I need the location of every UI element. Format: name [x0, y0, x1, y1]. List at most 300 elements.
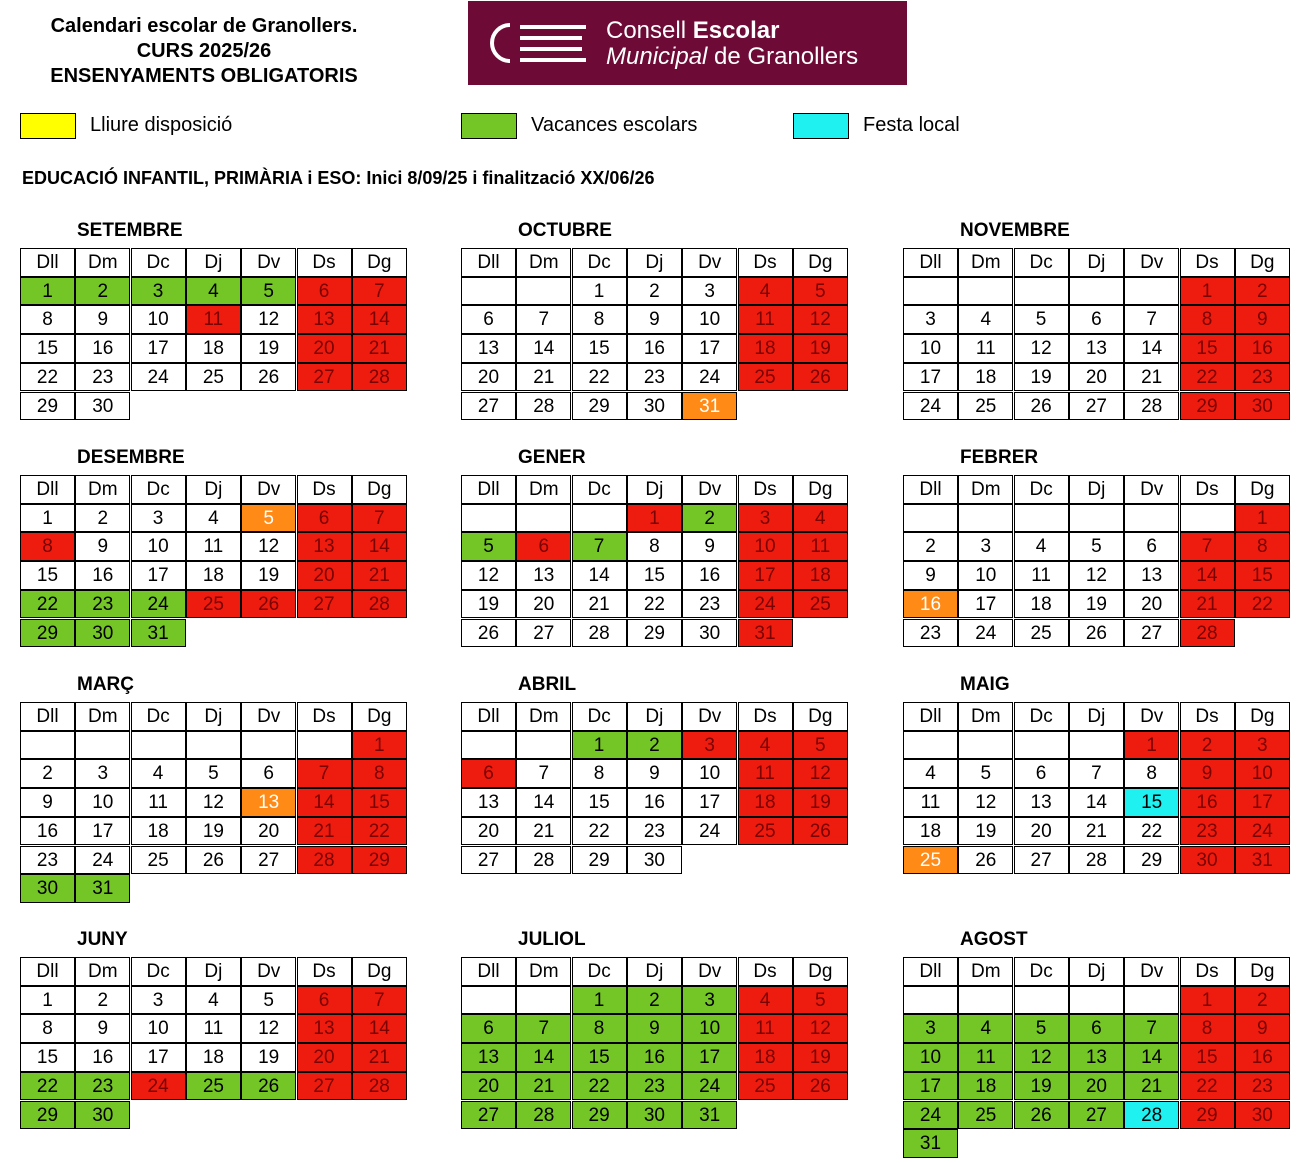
- day-cell: 27: [461, 392, 516, 421]
- day-cell: 12: [241, 305, 296, 334]
- legend-vacation: [461, 112, 697, 139]
- day-cell: 14: [516, 334, 571, 363]
- day-cell: 22: [572, 817, 627, 846]
- weekday-header: Dg: [1235, 957, 1290, 986]
- empty-cell: [1014, 504, 1069, 533]
- day-cell: 24: [903, 1101, 958, 1130]
- weekday-header: Dm: [75, 475, 130, 504]
- day-cell: 7: [1124, 305, 1179, 334]
- day-cell: 1: [352, 731, 407, 760]
- day-cell: 8: [20, 532, 75, 561]
- day-cell: 30: [1235, 1101, 1290, 1130]
- day-cell: 16: [627, 788, 682, 817]
- day-cell: 30: [627, 392, 682, 421]
- school-period-subtitle: EDUCACIÓ INFANTIL, PRIMÀRIA i ESO: Inici 8/09/25 i finalització XX/06/26: [22, 168, 655, 188]
- day-cell: 5: [241, 986, 296, 1015]
- weekday-header: Ds: [1180, 702, 1235, 731]
- day-cell: 16: [627, 334, 682, 363]
- day-cell: 31: [1235, 846, 1290, 875]
- day-cell: 5: [793, 731, 848, 760]
- weekday-header: Ds: [738, 957, 793, 986]
- day-cell: 29: [1124, 846, 1179, 875]
- day-cell: 5: [186, 759, 241, 788]
- day-cell: 14: [572, 561, 627, 590]
- day-cell: 14: [352, 305, 407, 334]
- day-cell: 29: [20, 1101, 75, 1130]
- day-cell: 31: [903, 1129, 958, 1158]
- day-cell: 12: [793, 305, 848, 334]
- day-cell: 16: [75, 1043, 130, 1072]
- day-cell: 29: [20, 619, 75, 648]
- day-cell: 29: [1180, 1101, 1235, 1130]
- weekday-header: Dj: [186, 248, 241, 277]
- day-cell: 16: [1180, 788, 1235, 817]
- day-cell: 26: [186, 846, 241, 875]
- day-cell: 17: [958, 590, 1013, 619]
- weekday-header: Dc: [131, 475, 186, 504]
- day-cell: 23: [20, 846, 75, 875]
- day-cell: 9: [75, 305, 130, 334]
- month-name: AGOST: [960, 929, 1028, 950]
- empty-cell: [1124, 277, 1179, 306]
- day-cell: 10: [682, 305, 737, 334]
- day-cell: 1: [20, 277, 75, 306]
- day-cell: 16: [682, 561, 737, 590]
- day-cell: 9: [627, 1014, 682, 1043]
- day-cell: 3: [131, 504, 186, 533]
- day-cell: 28: [352, 1072, 407, 1101]
- day-cell: 2: [627, 986, 682, 1015]
- day-cell: 9: [1180, 759, 1235, 788]
- day-cell: 23: [682, 590, 737, 619]
- day-cell: 4: [186, 986, 241, 1015]
- legend-local-holiday: [793, 112, 960, 139]
- day-cell: 17: [738, 561, 793, 590]
- day-cell: 6: [516, 532, 571, 561]
- day-cell: 22: [627, 590, 682, 619]
- day-cell: 22: [572, 1072, 627, 1101]
- empty-cell: [516, 504, 571, 533]
- day-cell: 24: [131, 590, 186, 619]
- day-cell: 4: [186, 504, 241, 533]
- weekday-header: Dm: [75, 957, 130, 986]
- day-cell: 24: [131, 363, 186, 392]
- empty-cell: [958, 277, 1013, 306]
- day-cell: 5: [461, 532, 516, 561]
- day-cell: 1: [572, 277, 627, 306]
- empty-cell: [903, 986, 958, 1015]
- day-cell: 19: [241, 334, 296, 363]
- day-cell: 8: [1180, 1014, 1235, 1043]
- weekday-header: Ds: [297, 475, 352, 504]
- day-cell: 11: [186, 1014, 241, 1043]
- weekday-header: Dj: [186, 475, 241, 504]
- day-cell: 26: [793, 817, 848, 846]
- day-cell: 25: [186, 590, 241, 619]
- day-cell: 3: [903, 305, 958, 334]
- day-cell: 19: [1014, 363, 1069, 392]
- day-cell: 20: [461, 817, 516, 846]
- day-cell: 24: [738, 590, 793, 619]
- day-cell: 18: [903, 817, 958, 846]
- weekday-header: Dj: [1069, 248, 1124, 277]
- empty-cell: [75, 731, 130, 760]
- day-cell: 2: [627, 277, 682, 306]
- day-cell: 26: [241, 590, 296, 619]
- day-cell: 2: [1235, 277, 1290, 306]
- day-cell: 11: [793, 532, 848, 561]
- empty-cell: [1124, 504, 1179, 533]
- weekday-header: Dll: [903, 702, 958, 731]
- day-cell: 5: [793, 986, 848, 1015]
- day-cell: 9: [20, 788, 75, 817]
- day-cell: 4: [738, 986, 793, 1015]
- day-cell: 23: [1235, 363, 1290, 392]
- day-cell: 17: [682, 1043, 737, 1072]
- day-cell: 26: [1014, 392, 1069, 421]
- day-cell: 23: [75, 590, 130, 619]
- weekday-header: Dj: [1069, 957, 1124, 986]
- weekday-header: Dj: [627, 957, 682, 986]
- day-cell: 24: [131, 1072, 186, 1101]
- day-cell: 4: [958, 305, 1013, 334]
- day-cell: 24: [1235, 817, 1290, 846]
- day-cell: 15: [1235, 561, 1290, 590]
- weekday-header: Dll: [903, 957, 958, 986]
- month-name: JULIOL: [518, 929, 586, 950]
- day-cell: 22: [1180, 1072, 1235, 1101]
- weekday-header: Dll: [461, 957, 516, 986]
- day-cell: 7: [516, 1014, 571, 1043]
- day-cell: 3: [958, 532, 1013, 561]
- day-cell: 7: [297, 759, 352, 788]
- weekday-header: Dc: [572, 475, 627, 504]
- month-name: NOVEMBRE: [960, 220, 1070, 241]
- day-cell: 28: [516, 392, 571, 421]
- day-cell: 12: [958, 788, 1013, 817]
- day-cell: 11: [738, 1014, 793, 1043]
- day-cell: 7: [352, 504, 407, 533]
- day-cell: 18: [186, 334, 241, 363]
- day-cell: 18: [738, 788, 793, 817]
- day-cell: 13: [1124, 561, 1179, 590]
- day-cell: 21: [572, 590, 627, 619]
- day-cell: 13: [1069, 334, 1124, 363]
- legend-swatch-yellow: [20, 113, 76, 139]
- day-cell: 6: [297, 277, 352, 306]
- day-cell: 11: [1014, 561, 1069, 590]
- logo-text-line-2: Municipal de Granollers: [606, 43, 859, 70]
- day-cell: 7: [1180, 532, 1235, 561]
- day-cell: 14: [1124, 334, 1179, 363]
- day-cell: 24: [682, 817, 737, 846]
- day-cell: 31: [682, 392, 737, 421]
- weekday-header: Dj: [1069, 475, 1124, 504]
- day-cell: 8: [20, 1014, 75, 1043]
- day-cell: 3: [682, 986, 737, 1015]
- day-cell: 25: [903, 846, 958, 875]
- month-name: OCTUBRE: [518, 220, 612, 241]
- weekday-header: Dg: [352, 957, 407, 986]
- day-cell: 26: [793, 363, 848, 392]
- day-cell: 27: [241, 846, 296, 875]
- day-cell: 8: [20, 305, 75, 334]
- day-cell: 12: [241, 1014, 296, 1043]
- day-cell: 21: [516, 1072, 571, 1101]
- day-cell: 28: [516, 846, 571, 875]
- day-cell: 17: [682, 788, 737, 817]
- empty-cell: [1014, 986, 1069, 1015]
- month-name: JUNY: [77, 929, 128, 950]
- day-cell: 17: [903, 1072, 958, 1101]
- day-cell: 6: [297, 504, 352, 533]
- day-cell: 18: [131, 817, 186, 846]
- day-cell: 20: [1069, 1072, 1124, 1101]
- legend-label: Vacances escolars: [531, 114, 698, 136]
- logo-text-line-1: Consell Escolar: [606, 17, 780, 44]
- day-cell: 26: [793, 1072, 848, 1101]
- day-cell: 12: [1014, 334, 1069, 363]
- day-cell: 4: [131, 759, 186, 788]
- weekday-header: Dc: [1014, 957, 1069, 986]
- day-cell: 29: [352, 846, 407, 875]
- day-cell: 1: [572, 986, 627, 1015]
- month-name: DESEMBRE: [77, 447, 185, 468]
- day-cell: 20: [1124, 590, 1179, 619]
- title-line-1: Calendari escolar de Granollers.: [50, 15, 358, 37]
- day-cell: 10: [682, 759, 737, 788]
- day-cell: 13: [297, 305, 352, 334]
- day-cell: 6: [1069, 305, 1124, 334]
- day-cell: 19: [793, 788, 848, 817]
- day-cell: 25: [738, 1072, 793, 1101]
- weekday-header: Ds: [738, 248, 793, 277]
- day-cell: 13: [297, 1014, 352, 1043]
- day-cell: 15: [1180, 334, 1235, 363]
- day-cell: 28: [516, 1101, 571, 1130]
- day-cell: 30: [1180, 846, 1235, 875]
- legend-free-choice: [20, 112, 232, 139]
- day-cell: 21: [516, 363, 571, 392]
- empty-cell: [958, 504, 1013, 533]
- weekday-header: Dll: [461, 702, 516, 731]
- day-cell: 2: [903, 532, 958, 561]
- day-cell: 18: [738, 1043, 793, 1072]
- weekday-header: Dm: [516, 957, 571, 986]
- empty-cell: [1014, 277, 1069, 306]
- day-cell: 3: [131, 277, 186, 306]
- day-cell: 26: [1069, 619, 1124, 648]
- day-cell: 29: [572, 392, 627, 421]
- day-cell: 14: [516, 1043, 571, 1072]
- day-cell: 2: [627, 731, 682, 760]
- empty-cell: [958, 986, 1013, 1015]
- day-cell: 25: [738, 363, 793, 392]
- day-cell: 23: [627, 817, 682, 846]
- empty-cell: [516, 986, 571, 1015]
- weekday-header: Ds: [297, 248, 352, 277]
- day-cell: 2: [75, 986, 130, 1015]
- day-cell: 15: [20, 561, 75, 590]
- weekday-header: Dll: [20, 248, 75, 277]
- day-cell: 7: [352, 277, 407, 306]
- weekday-header: Ds: [297, 957, 352, 986]
- day-cell: 11: [131, 788, 186, 817]
- weekday-header: Ds: [297, 702, 352, 731]
- day-cell: 10: [131, 305, 186, 334]
- day-cell: 18: [186, 561, 241, 590]
- day-cell: 19: [461, 590, 516, 619]
- weekday-header: Dj: [627, 475, 682, 504]
- day-cell: 8: [1124, 759, 1179, 788]
- day-cell: 5: [241, 504, 296, 533]
- day-cell: 12: [793, 759, 848, 788]
- weekday-header: Dm: [958, 702, 1013, 731]
- page-title: [10, 14, 398, 89]
- day-cell: 5: [1014, 305, 1069, 334]
- weekday-header: Dll: [461, 248, 516, 277]
- weekday-header: Dg: [793, 957, 848, 986]
- weekday-header: Dg: [352, 248, 407, 277]
- day-cell: 13: [461, 1043, 516, 1072]
- consell-escolar-logo: [468, 1, 907, 85]
- weekday-header: Dc: [131, 702, 186, 731]
- day-cell: 17: [682, 334, 737, 363]
- empty-cell: [572, 504, 627, 533]
- day-cell: 5: [1014, 1014, 1069, 1043]
- day-cell: 15: [627, 561, 682, 590]
- day-cell: 5: [958, 759, 1013, 788]
- day-cell: 20: [1014, 817, 1069, 846]
- day-cell: 14: [352, 1014, 407, 1043]
- day-cell: 25: [958, 1101, 1013, 1130]
- day-cell: 21: [297, 817, 352, 846]
- day-cell: 22: [20, 1072, 75, 1101]
- day-cell: 27: [461, 846, 516, 875]
- day-cell: 1: [1124, 731, 1179, 760]
- empty-cell: [297, 731, 352, 760]
- empty-cell: [516, 731, 571, 760]
- day-cell: 23: [1235, 1072, 1290, 1101]
- weekday-header: Dg: [352, 702, 407, 731]
- day-cell: 28: [297, 846, 352, 875]
- empty-cell: [516, 277, 571, 306]
- day-cell: 20: [1069, 363, 1124, 392]
- day-cell: 20: [297, 334, 352, 363]
- day-cell: 22: [20, 590, 75, 619]
- day-cell: 13: [241, 788, 296, 817]
- weekday-header: Dc: [1014, 475, 1069, 504]
- day-cell: 4: [793, 504, 848, 533]
- day-cell: 22: [1235, 590, 1290, 619]
- day-cell: 19: [1014, 1072, 1069, 1101]
- empty-cell: [1180, 504, 1235, 533]
- day-cell: 12: [1069, 561, 1124, 590]
- day-cell: 30: [1235, 392, 1290, 421]
- day-cell: 8: [627, 532, 682, 561]
- weekday-header: Dv: [241, 702, 296, 731]
- day-cell: 16: [1235, 1043, 1290, 1072]
- day-cell: 25: [131, 846, 186, 875]
- day-cell: 8: [1180, 305, 1235, 334]
- weekday-header: Dm: [958, 248, 1013, 277]
- day-cell: 25: [1014, 619, 1069, 648]
- day-cell: 19: [958, 817, 1013, 846]
- empty-cell: [241, 731, 296, 760]
- day-cell: 29: [627, 619, 682, 648]
- weekday-header: Dj: [627, 702, 682, 731]
- day-cell: 11: [738, 305, 793, 334]
- day-cell: 21: [1124, 363, 1179, 392]
- day-cell: 31: [682, 1101, 737, 1130]
- day-cell: 30: [627, 1101, 682, 1130]
- day-cell: 10: [131, 1014, 186, 1043]
- day-cell: 5: [241, 277, 296, 306]
- day-cell: 7: [352, 986, 407, 1015]
- day-cell: 20: [461, 363, 516, 392]
- day-cell: 15: [572, 1043, 627, 1072]
- day-cell: 27: [516, 619, 571, 648]
- day-cell: 26: [241, 1072, 296, 1101]
- weekday-header: Dc: [572, 248, 627, 277]
- day-cell: 27: [1014, 846, 1069, 875]
- day-cell: 26: [461, 619, 516, 648]
- month-name: SETEMBRE: [77, 220, 183, 241]
- day-cell: 25: [793, 590, 848, 619]
- day-cell: 17: [131, 1043, 186, 1072]
- weekday-header: Dv: [682, 248, 737, 277]
- day-cell: 10: [738, 532, 793, 561]
- month-name: FEBRER: [960, 447, 1039, 468]
- day-cell: 15: [20, 1043, 75, 1072]
- day-cell: 4: [186, 277, 241, 306]
- day-cell: 21: [352, 1043, 407, 1072]
- weekday-header: Dj: [186, 957, 241, 986]
- weekday-header: Dll: [20, 475, 75, 504]
- day-cell: 1: [572, 731, 627, 760]
- day-cell: 15: [352, 788, 407, 817]
- weekday-header: Dm: [75, 248, 130, 277]
- day-cell: 21: [1124, 1072, 1179, 1101]
- day-cell: 20: [516, 590, 571, 619]
- day-cell: 29: [1180, 392, 1235, 421]
- day-cell: 15: [1124, 788, 1179, 817]
- day-cell: 14: [352, 532, 407, 561]
- day-cell: 13: [461, 334, 516, 363]
- day-cell: 9: [1235, 1014, 1290, 1043]
- day-cell: 3: [1235, 731, 1290, 760]
- weekday-header: Dm: [958, 475, 1013, 504]
- day-cell: 9: [682, 532, 737, 561]
- day-cell: 23: [75, 363, 130, 392]
- day-cell: 18: [1014, 590, 1069, 619]
- weekday-header: Dv: [1124, 957, 1179, 986]
- empty-cell: [1069, 504, 1124, 533]
- day-cell: 6: [1124, 532, 1179, 561]
- day-cell: 9: [627, 305, 682, 334]
- day-cell: 10: [958, 561, 1013, 590]
- weekday-header: Dg: [1235, 248, 1290, 277]
- day-cell: 3: [131, 986, 186, 1015]
- day-cell: 2: [1235, 986, 1290, 1015]
- day-cell: 31: [75, 874, 130, 903]
- weekday-header: Dm: [75, 702, 130, 731]
- day-cell: 30: [75, 619, 130, 648]
- weekday-header: Dg: [1235, 702, 1290, 731]
- day-cell: 13: [516, 561, 571, 590]
- day-cell: 12: [1014, 1043, 1069, 1072]
- day-cell: 25: [186, 363, 241, 392]
